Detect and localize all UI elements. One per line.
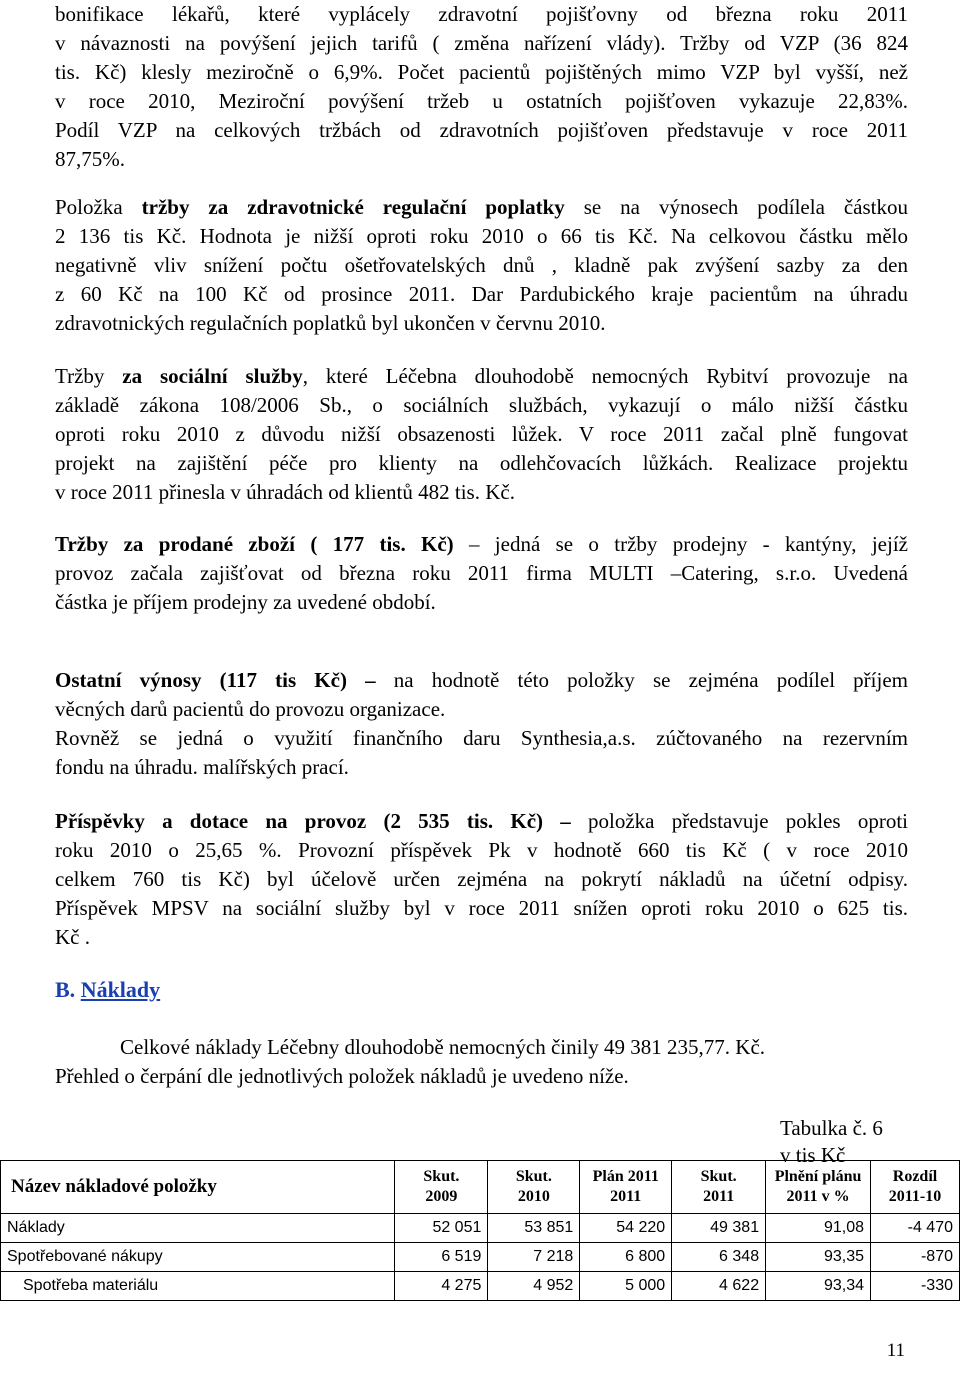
text-line: Příspěvek MPSV na sociální služby byl v roce 2011 snížen oproti roku 2010 o 625 tis.: [55, 896, 908, 920]
cell-skut-2009: 52 051: [395, 1214, 488, 1243]
text-line: [55, 807, 908, 836]
paragraph-zbozi: [55, 530, 908, 617]
cell-plneni: 91,08: [766, 1214, 871, 1243]
text-line: negativně vliv snížení počtu ošetřovatelských dnů , kladně pak zvýšení sazby za den: [55, 253, 908, 277]
section-heading-naklady: [55, 977, 160, 1003]
bold-term: Tržby za prodané zboží ( 177 tis. Kč): [55, 532, 454, 556]
table-row: [1, 1243, 960, 1272]
cell-skut-2009: 6 519: [395, 1243, 488, 1272]
bold-term: tržby za zdravotnické regulační poplatky: [141, 195, 565, 219]
paragraph-vzp: [55, 0, 908, 174]
text-line: 2 136 tis Kč. Hodnota je nižší oproti roku 2010 o 66 tis Kč. Na celkovou částku mělo: [55, 224, 908, 248]
page-number: 11: [886, 1340, 905, 1361]
cell-rozdil: -870: [871, 1243, 960, 1272]
text-span: se na výnosech podílela částkou: [564, 195, 908, 219]
header-text: Skut.: [700, 1168, 737, 1185]
text-line: tis. Kč) klesly meziročně o 6,9%. Počet pacientů pojištěných mimo VZP byl vyšší, než: [55, 60, 908, 84]
cell-skut-2009: 4 275: [395, 1272, 488, 1301]
text-line: v roce 2010, Meziroční povýšení tržeb u ostatních pojišťoven vykazuje 22,83%.: [55, 89, 908, 113]
table-row: [1, 1272, 960, 1301]
text-span: Tržby: [55, 364, 123, 388]
cell-skut-2011: 6 348: [672, 1243, 766, 1272]
text-line: 87,75%.: [55, 147, 125, 171]
header-text: 2009: [425, 1188, 458, 1205]
summary-line: Celkové náklady Léčebny dlouhodobě nemocných činily 49 381 235,77. Kč.: [120, 1035, 766, 1059]
text-line: věcných darů pacientů do provozu organizace.: [55, 697, 446, 721]
row-label: Spotřebované nákupy: [1, 1243, 395, 1272]
text-span: položka představuje pokles oproti: [570, 809, 908, 833]
row-label: Spotřeba materiálu: [1, 1272, 395, 1301]
header-text: Rozdíl: [892, 1168, 938, 1185]
table-row: [1, 1214, 960, 1243]
costs-summary: [55, 1033, 935, 1091]
header-text: Skut.: [423, 1168, 460, 1185]
cell-plan-2011: 6 800: [580, 1243, 672, 1272]
text-line: zdravotnických regulačních poplatků byl ukončen v červnu 2010.: [55, 311, 606, 335]
text-span: – jedná se o tržby prodejny - kantýny, jejíž: [453, 532, 908, 556]
text-line: v návaznosti na povýšení jejich tarifů ( změna nařízení vlády). Tržby od VZP (36 824: [55, 31, 908, 55]
text-line: z 60 Kč na 100 Kč od prosince 2011. Dar Pardubického kraje pacientům na úhradu: [55, 282, 908, 306]
text-line: Rovněž se jedná o využití finančního daru Synthesia,a.s. zúčtovaného na rezervním: [55, 726, 908, 750]
header-text: 2011-10: [888, 1188, 942, 1205]
text-line: celkem 760 tis Kč) byl účelově určen zejména na pokrytí nákladů na účetní odpisy.: [55, 867, 908, 891]
cell-plan-2011: 5 000: [580, 1272, 672, 1301]
text-line: oproti roku 2010 z důvodu nižší obsazenosti lůžek. V roce 2011 začal plně fungovat: [55, 422, 908, 446]
text-line: provoz začala zajišťovat od března roku 2011 firma MULTI –Catering, s.r.o. Uvedená: [55, 561, 908, 585]
header-name: Název nákladové položky: [1, 1161, 395, 1214]
text-span: Položka: [55, 195, 142, 219]
text-line: částka je příjem prodejny za uvedené období.: [55, 590, 436, 614]
cell-skut-2010: 4 952: [488, 1272, 580, 1301]
cell-rozdil: -4 470: [871, 1214, 960, 1243]
paragraph-socialni: [55, 362, 908, 507]
header-plneni: [766, 1161, 871, 1214]
text-line: [55, 193, 908, 222]
text-line: [55, 666, 908, 695]
header-text: Plnění plánu: [774, 1168, 862, 1185]
text-line: fondu na úhradu. malířských prací.: [55, 755, 349, 779]
paragraph-prispevky: [55, 807, 908, 952]
summary-line: Přehled o čerpání dle jednotlivých položek nákladů je uvedeno níže.: [55, 1064, 629, 1088]
paragraph-poplatky: [55, 193, 908, 338]
costs-table: [0, 1160, 960, 1301]
table-caption-unit: v tis Kč: [780, 1143, 846, 1167]
header-text: 2011: [703, 1188, 735, 1205]
cell-plan-2011: 54 220: [580, 1214, 672, 1243]
text-line: Kč .: [55, 925, 90, 949]
header-skut-2011: [672, 1161, 766, 1214]
cell-rozdil: -330: [871, 1272, 960, 1301]
text-line: [55, 362, 908, 391]
section-title-link[interactable]: Náklady: [80, 977, 161, 1002]
table-header-row: [1, 1161, 960, 1214]
header-skut-2010: [488, 1161, 580, 1214]
text-line: projekt na zajištění péče pro klienty na odlehčovacích lůžkách. Realizace projektu: [55, 451, 908, 475]
text-line: bonifikace lékařů, které vyplácely zdravotní pojišťovny od března roku 2011: [55, 2, 908, 26]
header-text: 2011 v %: [786, 1188, 850, 1205]
row-label: Náklady: [1, 1214, 395, 1243]
cell-plneni: 93,34: [766, 1272, 871, 1301]
table-caption-title: Tabulka č. 6: [780, 1116, 883, 1140]
text-line: v roce 2011 přinesla v úhradách od klientů 482 tis. Kč.: [55, 480, 515, 504]
text-line: [55, 530, 908, 559]
bold-term: Příspěvky a dotace na provoz (2 535 tis. Kč) –: [55, 809, 571, 833]
cell-skut-2010: 53 851: [488, 1214, 580, 1243]
bold-term: za sociální služby: [122, 364, 303, 388]
header-plan-2011: [580, 1161, 672, 1214]
paragraph-ostatni: [55, 666, 908, 782]
header-skut-2009: [395, 1161, 488, 1214]
header-text: 2010: [517, 1188, 550, 1205]
text-span: na hodnotě této položky se zejména podílel příjem: [375, 668, 908, 692]
text-line: základě zákona 108/2006 Sb., o sociálních službách, vykazují o málo nižší částku: [55, 393, 908, 417]
section-letter: B.: [55, 977, 76, 1002]
cell-plneni: 93,35: [766, 1243, 871, 1272]
bold-term: Ostatní výnosy (117 tis Kč) –: [55, 668, 376, 692]
cell-skut-2010: 7 218: [488, 1243, 580, 1272]
cell-skut-2011: 49 381: [672, 1214, 766, 1243]
header-text: Plán 2011: [592, 1168, 659, 1185]
text-line: roku 2010 o 25,65 %. Provozní příspěvek Pk v hodnotě 660 tis Kč ( v roce 2010: [55, 838, 908, 862]
text-line: Podíl VZP na celkových tržbách od zdravotních pojišťoven představuje v roce 2011: [55, 118, 908, 142]
header-text: 2011: [610, 1188, 642, 1205]
header-rozdil: [871, 1161, 960, 1214]
header-text: Skut.: [515, 1168, 552, 1185]
text-span: , které Léčebna dlouhodobě nemocných Rybitví provozuje na: [302, 364, 909, 388]
cell-skut-2011: 4 622: [672, 1272, 766, 1301]
